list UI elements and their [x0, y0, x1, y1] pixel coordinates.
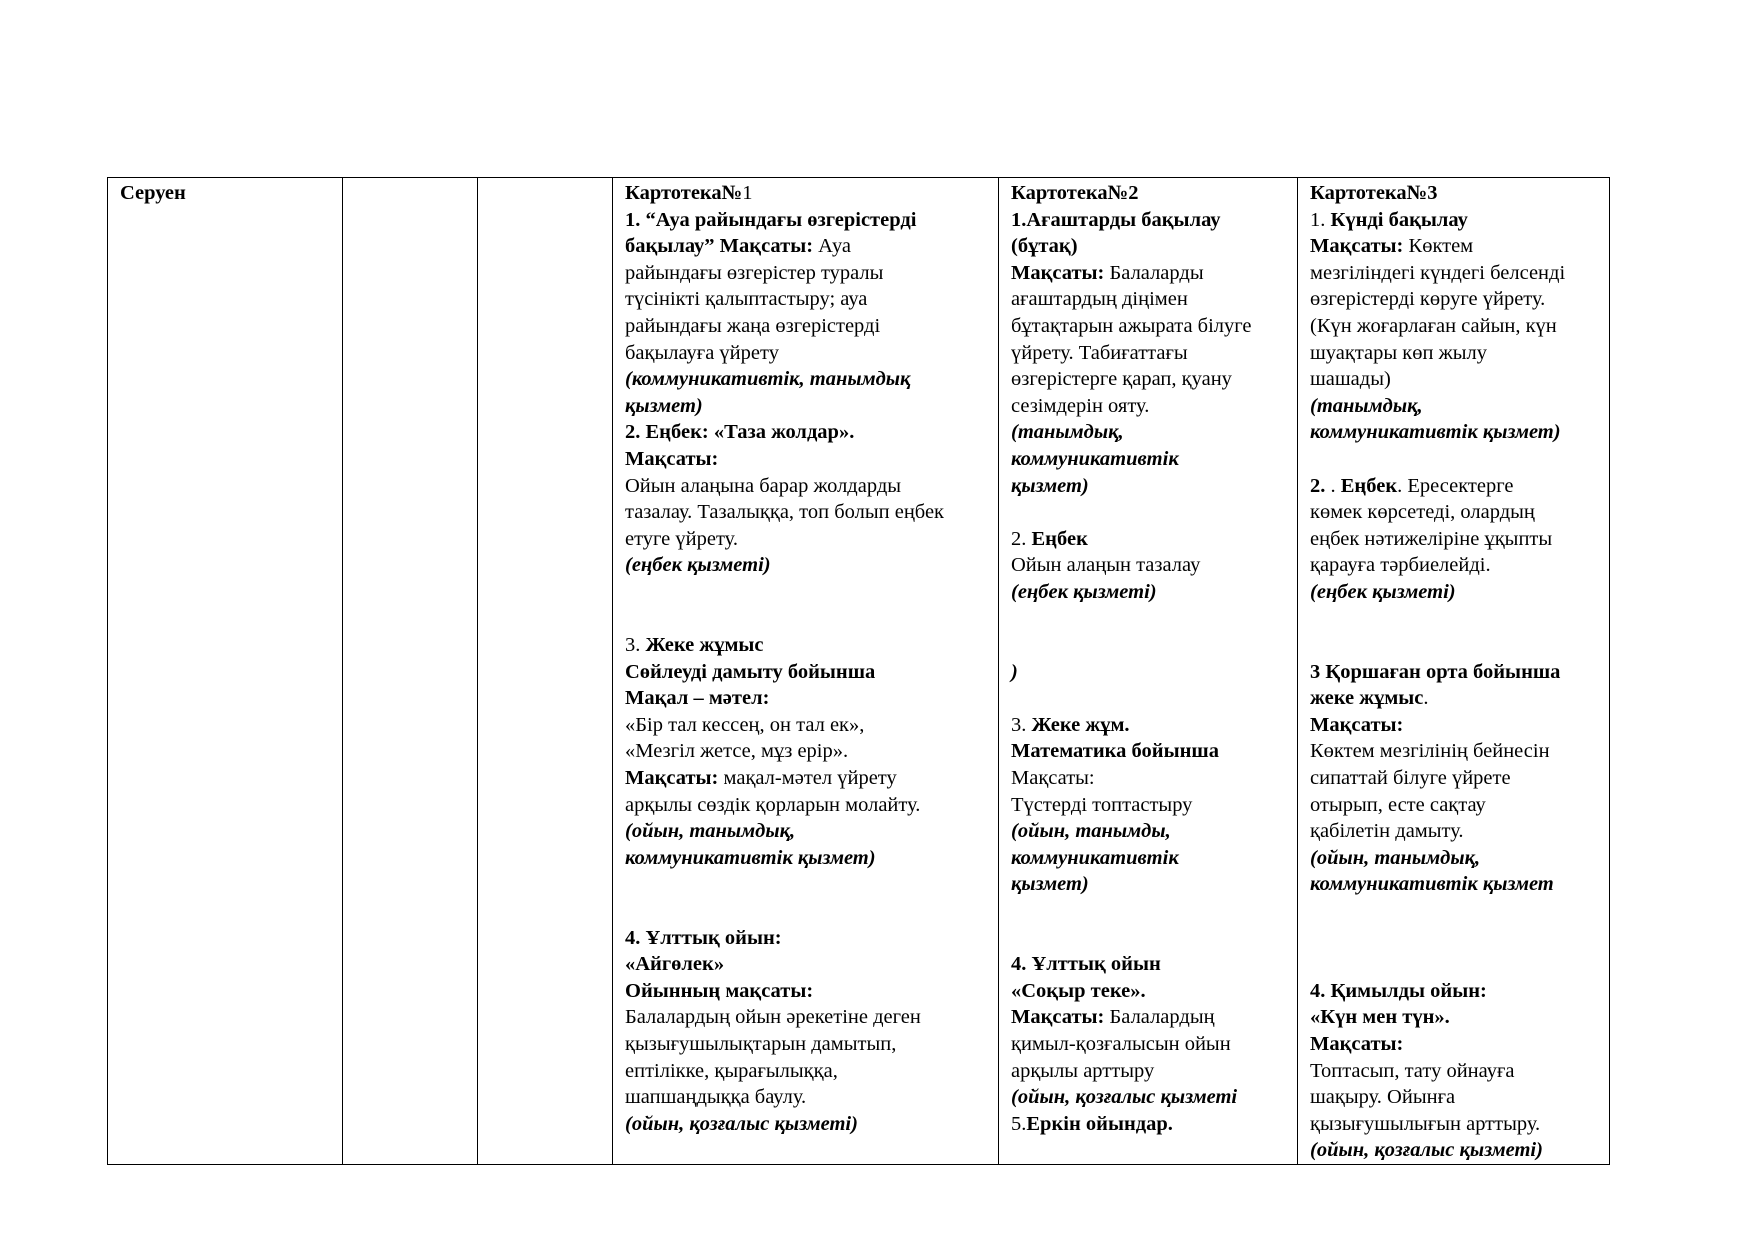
text-line: (ойын, қозғалыс қызметі)	[1310, 1139, 1543, 1162]
text-line: Математика бойынша	[1011, 740, 1219, 763]
text-line: )	[1011, 660, 1018, 683]
text-line: коммуникативтік қызмет)	[625, 846, 876, 869]
empty-cell	[478, 178, 613, 1165]
row-label: Серуен	[120, 182, 186, 204]
text-line: «Айгөлек»	[625, 953, 725, 976]
text-line: жеке жұмыс.	[1310, 687, 1429, 710]
text-line: Мақсаты:	[1310, 1033, 1404, 1055]
text-line: шашады)	[1310, 368, 1391, 391]
text-line: (бұтақ)	[1011, 235, 1078, 258]
text-line: бақылау” Мақсаты: Ауа	[625, 235, 852, 258]
text-line: тазалау. Тазалыққа, топ болып еңбек	[625, 501, 945, 524]
text-line: етуге үйрету.	[625, 527, 738, 550]
text-line: 4. Ұлттық ойын	[1011, 953, 1161, 976]
text-line: коммуникативтік	[1011, 846, 1179, 869]
text-line: коммуникативтік қызмет	[1310, 873, 1554, 896]
plan-table	[107, 177, 1610, 1165]
text-line: өзгерістерге қарап, қуану	[1011, 368, 1232, 391]
kartoteka-1-title: Картотека№1	[625, 182, 753, 204]
text-line: райындағы жаңа өзгерістерді	[625, 314, 881, 337]
empty-cell	[343, 178, 478, 1165]
text-line: Түстерді топтастыру	[1011, 793, 1193, 816]
text-line: 5.Еркін ойындар.	[1011, 1112, 1173, 1135]
text-line: 1. Күнді бақылау	[1310, 208, 1468, 231]
text-line: Мақсаты: мақал-мәтел үйрету	[625, 767, 897, 790]
text-line: (ойын, танымдық,	[625, 820, 796, 843]
text-line: көмек көрсетеді, олардың	[1310, 501, 1535, 524]
text-line: сипаттай білуге үйрете	[1310, 767, 1511, 790]
text-line: 3. Жеке жұмыс	[625, 634, 764, 657]
text-line: (еңбек қызметі)	[1310, 580, 1456, 603]
text-line: үйрету. Табиғаттағы	[1011, 341, 1188, 364]
text-line: шақыру. Ойынға	[1310, 1086, 1456, 1109]
kartoteka-3-cell	[1298, 178, 1610, 1165]
text-line: 1.Ағаштарды бақылау	[1011, 208, 1221, 231]
text-line: ағаштардың діңімен	[1011, 288, 1188, 311]
text-line: (ойын, қозғалыс қызметі)	[625, 1112, 858, 1135]
text-line: коммуникативтік	[1011, 447, 1179, 470]
text-line: арқылы сөздік қорларын молайту.	[625, 793, 921, 816]
text-line: «Күн мен түн».	[1310, 1006, 1450, 1029]
text-line: коммуникативтік қызмет)	[1310, 421, 1561, 444]
text-line: (ойын, танымдық,	[1310, 846, 1481, 869]
text-line: шуақтары көп жылу	[1310, 341, 1488, 364]
text-line: «Бір тал кессең, он тал ек»,	[625, 713, 865, 736]
text-line: қызмет)	[1011, 873, 1089, 896]
text-line: Мақсаты:	[1310, 713, 1404, 736]
text-line: (ойын, танымды,	[1011, 820, 1171, 843]
text-line: бақылауға үйрету	[625, 341, 779, 364]
text-line: «Соқыр теке».	[1011, 979, 1146, 1002]
text-line: бұтақтарын ажырата білуге	[1011, 314, 1252, 337]
text-line: (танымдық,	[1310, 394, 1423, 417]
kartoteka-2-title: Картотека№2	[1011, 182, 1139, 204]
text-line: Мақал – мәтел:	[625, 687, 770, 710]
text-line: (ойын, қозғалыс қызметі	[1011, 1086, 1238, 1109]
text-line: (еңбек қызметі)	[1011, 580, 1157, 603]
text-line: қызығушылықтарын дамытып,	[625, 1033, 897, 1055]
text-line: қызығушылығын арттыру.	[1310, 1112, 1541, 1135]
text-line: Ойынның мақсаты:	[625, 979, 814, 1002]
text-line: райындағы өзгерістер туралы	[625, 261, 884, 284]
text-line: қызмет)	[625, 394, 703, 417]
kartoteka-3-title: Картотека№3	[1310, 182, 1438, 204]
text-line: 3. Жеке жұм.	[1011, 713, 1130, 736]
text-line: Топтасып, тату ойнауға	[1310, 1059, 1515, 1082]
text-line: 2. Еңбек	[1011, 527, 1088, 550]
text-line: 1. “Ауа райындағы өзгерістерді	[625, 208, 917, 231]
text-line: отырып, есте сақтау	[1310, 793, 1486, 816]
text-line: 4. Ұлттық ойын:	[625, 926, 782, 949]
text-line: 2. . Еңбек. Ересектерге	[1310, 474, 1514, 497]
text-line: қабілетін дамыту.	[1310, 820, 1464, 843]
kartoteka-2-cell	[999, 178, 1298, 1165]
text-line: (танымдық,	[1011, 421, 1124, 444]
row-label-cell	[108, 178, 343, 1165]
text-line: 3 Қоршаған орта бойынша	[1310, 660, 1561, 683]
text-line: ептілікке, қырағылыққа,	[625, 1059, 838, 1082]
text-line: (еңбек қызметі)	[625, 554, 771, 577]
text-line: арқылы арттыру	[1011, 1059, 1155, 1082]
text-line: Балалардың ойын әрекетіне деген	[625, 1006, 921, 1029]
text-line: Мақсаты: Балалардың	[1011, 1006, 1215, 1029]
text-line: мезгіліндегі күндегі белсенді	[1310, 261, 1566, 284]
text-line: Мақсаты: Көктем	[1310, 235, 1474, 258]
kartoteka-1-cell	[613, 178, 999, 1165]
text-line: Мақсаты:	[625, 447, 719, 470]
text-line: «Мезгіл жетсе, мұз ерір».	[625, 740, 849, 763]
text-line: 4. Қимылды ойын:	[1310, 979, 1487, 1002]
text-line: өзгерістерді көруге үйрету.	[1310, 288, 1546, 311]
text-line: Ойын алаңына барар жолдарды	[625, 474, 902, 497]
text-line: қимыл-қозғалысын ойын	[1011, 1033, 1231, 1055]
text-line: қызмет)	[1011, 474, 1089, 497]
text-line: 2. Еңбек: «Таза жолдар».	[625, 421, 855, 444]
text-line: (коммуникативтік, танымдық	[625, 368, 911, 391]
text-line: Көктем мезгілінің бейнесін	[1310, 740, 1550, 763]
text-line: сезімдерін ояту.	[1011, 394, 1150, 417]
text-line: түсінікті қалыптастыру; ауа	[625, 288, 868, 311]
text-line: (Күн жоғарлаған сайын, күн	[1310, 314, 1557, 337]
text-line: қарауға тәрбиелейді.	[1310, 554, 1491, 577]
text-line: Мақсаты: Балаларды	[1011, 261, 1204, 284]
text-line: Сөйлеуді дамыту бойынша	[625, 660, 876, 683]
text-line: еңбек нәтижеліріне ұқыпты	[1310, 527, 1553, 550]
table-row	[108, 178, 1610, 1165]
text-line: Ойын алаңын тазалау	[1011, 554, 1201, 577]
text-line: шапшаңдыққа баулу.	[625, 1086, 807, 1109]
text-line: Мақсаты:	[1011, 767, 1095, 790]
